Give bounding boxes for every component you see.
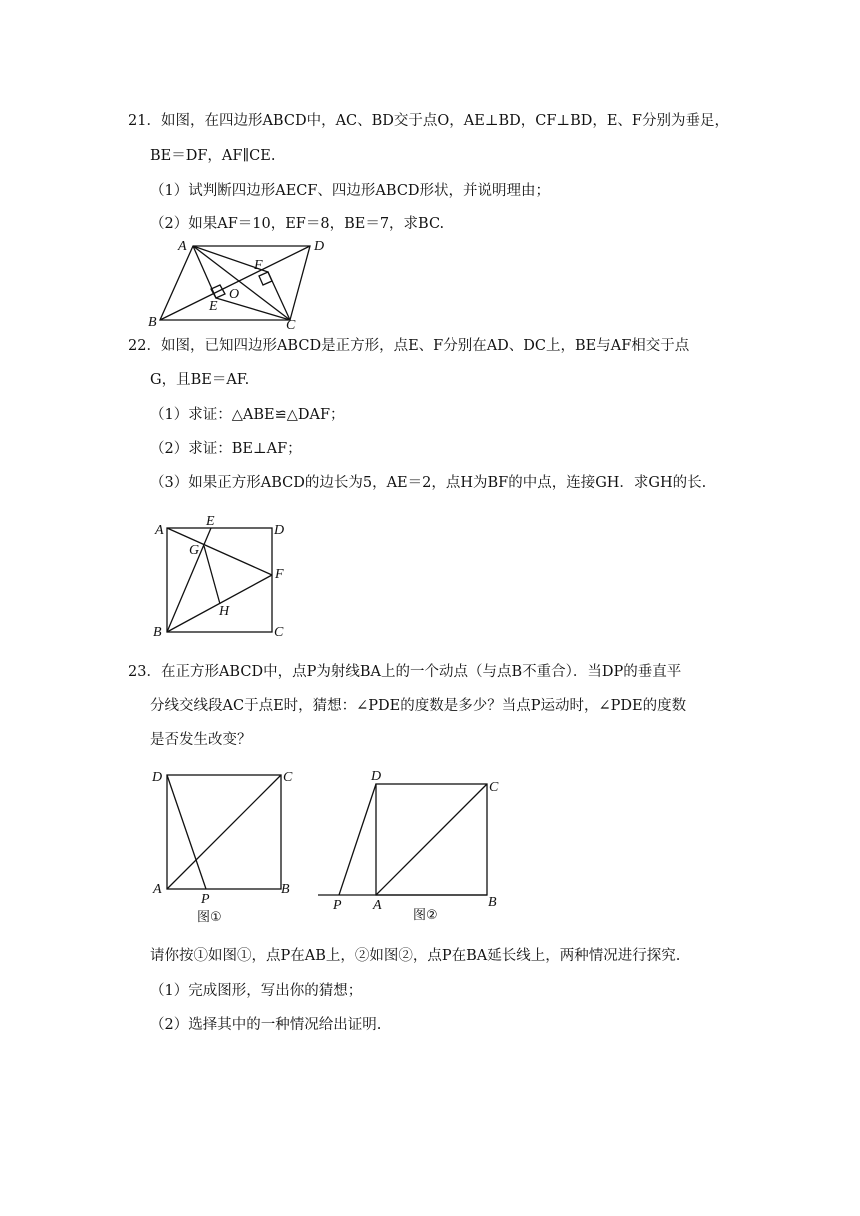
q22-label-b: B [153, 625, 162, 640]
q22-label-d: D [274, 523, 285, 538]
q23-stem-line2: 分线交线段AC于点E时，猜想：∠PDE的度数是多少？当点P运动时，∠PDE的度数 [150, 698, 687, 714]
q23-fig1-label-b: B [281, 882, 290, 897]
q21-part2: （2）如果AF＝10，EF＝8，BE＝7，求BC. [150, 216, 445, 232]
q22-part2: （2）求证：BE⊥AF； [150, 441, 302, 457]
q22-label-c: C [274, 625, 284, 640]
q22-figure [145, 508, 305, 643]
q21-figure [140, 236, 340, 331]
q23-fig1-caption: 图① [197, 910, 222, 925]
q22-label-h: H [219, 604, 230, 619]
q23-fig1-label-a: A [153, 882, 162, 897]
q23-stem-line1: 23．在正方形ABCD中，点P为射线BA上的一个动点（与点B不重合）．当DP的垂直平 [128, 664, 682, 680]
q23-figure-2 [310, 766, 510, 928]
q22-label-f: F [275, 567, 284, 582]
q23-fig2-label-b: B [488, 895, 497, 910]
q22-part3: （3）如果正方形ABCD的边长为5，AE＝2，点H为BF的中点，连接GH．求GH的长. [150, 475, 707, 491]
q22-label-a: A [155, 523, 164, 538]
q21-label-o: O [229, 287, 240, 302]
q23-fig2-label-c: C [489, 780, 499, 795]
q21-label-c: C [286, 318, 296, 333]
q21-stem-line2: BE＝DF，AF∥CE. [150, 148, 276, 164]
q21-stem-line1: 21．如图，在四边形ABCD中，AC、BD交于点O，AE⊥BD，CF⊥BD，E、F分别为垂足， [128, 113, 729, 129]
q21-label-e: E [209, 299, 218, 314]
q23-fig1-label-d: D [152, 770, 163, 785]
q22-stem-line2: G，且BE＝AF. [150, 372, 250, 388]
q21-label-a: A [178, 239, 187, 254]
q22-label-e: E [206, 514, 215, 529]
q22-label-g: G [189, 543, 200, 558]
q23-instruction: 请你按①如图①，点P在AB上，②如图②，点P在BA延长线上，两种情况进行探究. [150, 948, 681, 964]
q23-fig2-label-d: D [371, 769, 382, 784]
q23-part2: （2）选择其中的一种情况给出证明. [150, 1017, 382, 1033]
q22-stem-line1: 22．如图，已知四边形ABCD是正方形，点E、F分别在AD、DC上，BE与AF相交于点 [128, 338, 690, 354]
q21-part1: （1）试判断四边形AECF、四边形ABCD形状，并说明理由； [150, 183, 551, 199]
q23-fig2-label-a: A [373, 898, 382, 913]
q23-fig2-caption: 图② [413, 908, 438, 923]
q23-part1: （1）完成图形，写出你的猜想； [150, 983, 363, 999]
q21-label-f: F [254, 258, 263, 273]
q23-fig1-label-c: C [283, 770, 293, 785]
q22-part1: （1）求证：△ABE≌△DAF； [150, 407, 345, 423]
q23-fig1-label-p: P [201, 892, 210, 907]
q21-label-b: B [148, 315, 157, 330]
q21-label-d: D [314, 239, 325, 254]
q23-fig2-label-p: P [333, 898, 342, 913]
q23-figure-1 [145, 766, 305, 928]
q23-stem-line3: 是否发生改变？ [150, 732, 252, 748]
